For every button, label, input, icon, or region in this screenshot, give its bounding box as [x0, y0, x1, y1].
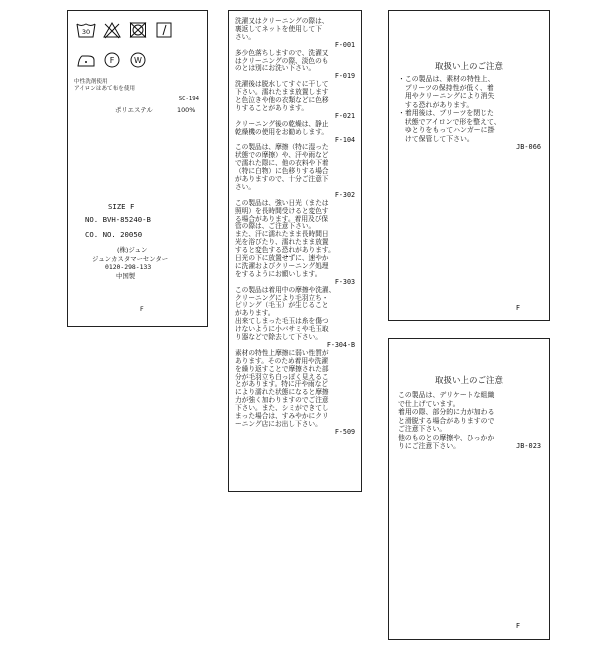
material-percent: 100% — [177, 106, 196, 114]
care-symbols-row-1 — [76, 21, 174, 39]
size-label-text: SIZE — [108, 202, 126, 211]
wash-instruction-line: る場合があります。着用及び保 — [235, 214, 329, 223]
note-title: 取扱い上のご注意 — [434, 62, 503, 72]
wash-instruction-line: けないように小バサミや毛玉取 — [235, 325, 329, 334]
wash-instruction-line: で濡れた際に、他の衣料や下着 — [235, 159, 329, 168]
wash-instruction-line: 乾燥機の使用をお勧めします。 — [235, 127, 329, 136]
note-line: ご注意下さい。 — [398, 425, 447, 433]
company-name: (株)ジュン — [117, 246, 148, 254]
note-line: りにご注意下さい。 — [398, 442, 461, 450]
note-line: 着用の際、部分的に力が加わる — [398, 408, 495, 416]
note-line: ゆとりをもってハンガーに掛 — [398, 126, 495, 134]
wash-instruction-code: F-001 — [334, 40, 355, 49]
wash-instruction-line: とがあります。特に汗や雨など — [235, 380, 329, 389]
wash-instruction-line: 洗濯後は脱水してすぐに干して — [235, 80, 329, 89]
wash-instruction-code: F-019 — [334, 72, 355, 81]
wash-instruction-line: を繰り返すことで摩擦された部 — [235, 364, 329, 373]
wash-instruction-line: のとは別にお洗い下さい。 — [235, 64, 316, 73]
note-line: プリーツの保持性が低く、着 — [398, 83, 494, 92]
size-value: F — [129, 202, 135, 211]
wash-instruction-line: はクリーニングの際、淡色のも — [235, 56, 329, 65]
wash-instruction-line: 素材の特性上摩擦に弱い性質が — [235, 348, 329, 357]
country-of-origin: 中国製 — [116, 271, 136, 280]
no-bleach-icon — [102, 21, 122, 39]
care-tag-bottom-mark: F — [140, 305, 144, 313]
note-title: 取扱い上のご注意 — [434, 376, 503, 386]
iron-low-icon — [76, 51, 96, 69]
wash-instruction-line: をするようにお願いします。 — [235, 269, 322, 278]
wash-instruction-line: また、汗に濡れたまま長時間日 — [235, 230, 329, 239]
wash-instruction-line: クリーニング後の乾燥は、静止 — [235, 119, 329, 128]
wash-instruction-line: り器などで除去して下さい。 — [235, 333, 322, 341]
wash-instruction-code: F-302 — [334, 190, 355, 199]
note-code: JB-023 — [516, 442, 541, 450]
handling-note-tag-delicate — [388, 338, 550, 640]
care-symbols-row-2 — [76, 51, 148, 69]
wash-temp-text: 30 — [81, 28, 91, 36]
note-code: JB-066 — [516, 143, 541, 151]
wash-instruction-code: F-509 — [334, 427, 355, 436]
note-line: この製品は、デリケートな組織 — [398, 391, 495, 399]
line-dry-icon — [154, 21, 174, 39]
phone-number: 0120-298-133 — [105, 263, 152, 271]
note-line: 状態でアイロンで形を整えて、 — [398, 117, 501, 126]
wash-instruction-line: に洗濯およびクリーニング処理 — [235, 261, 329, 270]
wash-instruction-line: さい。 — [235, 182, 256, 191]
wash-instruction-line: がありますので、十分ご注意下 — [235, 175, 329, 183]
note-line: ・着用後は、プリーツを閉じた — [398, 109, 494, 117]
wash-instruction-line: この製品は、強い日光（または — [235, 198, 329, 207]
wash-instruction-line: があります。 — [235, 309, 275, 318]
note-line: けて保管して下さい。 — [398, 134, 474, 143]
wash-instruction-line: ーニング店にお出し下さい。 — [235, 419, 322, 428]
wash-instruction-line: この製品は、摩擦（特に湿った — [235, 143, 329, 152]
wash-instruction-code: F-304-B — [326, 340, 355, 349]
note-line: で仕上げています。 — [398, 399, 460, 408]
washing-instructions-tag — [228, 10, 362, 492]
wash-instruction-line: さい。 — [235, 32, 256, 41]
wash-instruction-line: 下さい。また、シミができてし — [235, 404, 329, 413]
care-symbol-tag — [67, 10, 208, 327]
wash-30-icon — [76, 21, 96, 39]
wash-instruction-line: 分が毛羽立ち白っぽく見えるこ — [235, 372, 329, 381]
care-code: SC-194 — [178, 96, 199, 102]
wash-instruction-line: と色泣きや他の衣類などに色移 — [235, 96, 329, 104]
customer-center: ジュンカスタマーセンター — [92, 254, 169, 263]
wash-instruction-line: 照明）を長時間受けると変色す — [235, 206, 329, 215]
care-note-detergent: 中性洗剤使用 — [74, 79, 108, 85]
dryclean-letter: F — [109, 56, 115, 65]
wetclean-letter: W — [134, 56, 142, 65]
wash-instruction-line: 光を浴びたり、濡れたまま放置 — [235, 238, 329, 247]
wetclean-w-icon — [128, 51, 148, 69]
note-line: 他のものとの摩擦や、ひっかか — [398, 433, 495, 442]
wash-instruction-line: 洗濯又はクリーニングの際は、 — [235, 17, 329, 25]
material-name: ポリエステル — [115, 106, 153, 114]
wash-instruction-code: F-303 — [334, 277, 355, 286]
wash-instruction-line: りすることがあります。 — [235, 103, 309, 112]
wash-instruction-line: 日光の下に放置せずに、速やか — [235, 254, 329, 262]
note-bottom-mark: F — [516, 304, 521, 312]
co-number: CO. NO. 20050 — [85, 230, 143, 239]
no-tumble-dry-icon — [128, 21, 148, 39]
note-line: と滑脱する場合がありますので — [398, 416, 495, 425]
wash-instruction-line: 出来てしまった毛玉は糸を傷つ — [235, 317, 329, 326]
wash-instruction-line: あります。そのため着用や洗濯 — [235, 356, 329, 365]
product-number: NO. BVH-85240-B — [85, 215, 151, 224]
wash-instruction-line: 下さい。濡れたまま放置します — [235, 88, 329, 97]
wash-instruction-code: F-104 — [334, 135, 355, 144]
wash-instruction-line: （特に白物）に色移りする場合 — [235, 167, 329, 176]
wash-instruction-line: クリーニングにより毛羽立ち・ — [235, 293, 329, 302]
note-bottom-mark: F — [516, 622, 521, 630]
note-line: する恐れがあります。 — [398, 100, 474, 109]
wash-instruction-line: 裏返してネットを使用して下 — [235, 24, 322, 33]
wash-instruction-line: 状態での摩擦）や、汗や雨など — [235, 151, 329, 160]
wash-instruction-line: まった場合は、すみやかにクリ — [235, 412, 329, 420]
wash-instruction-line: この製品は着用中の摩擦や洗濯、 — [235, 285, 336, 294]
care-note-iron: アイロンはあて布を使用 — [74, 86, 136, 92]
note-line: ・この製品は、素材の特性上、 — [398, 75, 495, 83]
handling-note-tag-pleats — [388, 10, 550, 321]
wash-instruction-code: F-021 — [334, 111, 355, 120]
wash-instruction-line: 多少色落ちしますので、洗濯又 — [235, 48, 329, 57]
dryclean-f-icon — [102, 51, 122, 69]
wash-instruction-line: により濡れた状態になると摩擦 — [235, 388, 329, 397]
wash-instruction-line: ピリング（毛玉）が生じること — [235, 301, 329, 310]
size-label — [108, 202, 134, 211]
note-line: 用やクリーニングにより消失 — [398, 92, 495, 100]
wash-instruction-line: 管の際は、ご注意下さい。 — [235, 222, 316, 231]
wash-instruction-line: すると変色する恐れがあります。 — [235, 246, 335, 255]
wash-instruction-line: 力が強く加わりますのでご注意 — [235, 396, 329, 405]
